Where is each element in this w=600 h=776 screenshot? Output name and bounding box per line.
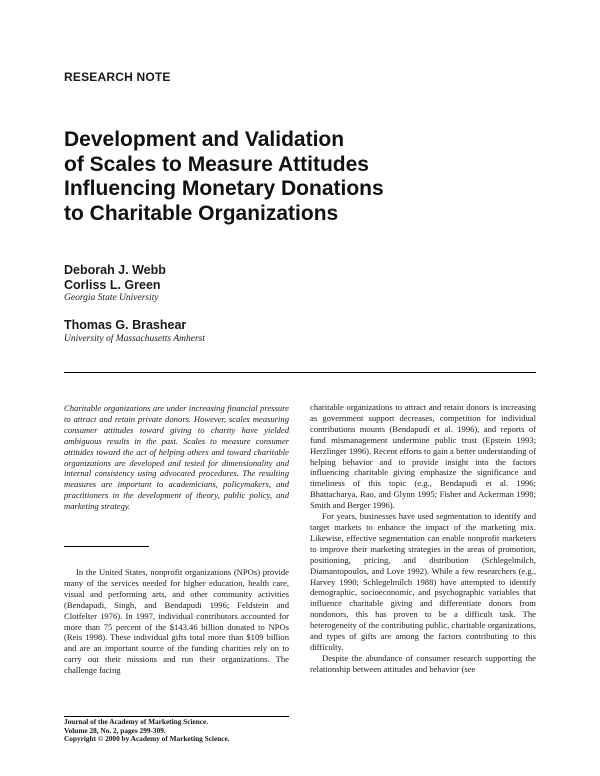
journal-footnote (64, 718, 230, 744)
author-name: Thomas G. Brashear (64, 318, 187, 332)
title-line: to Charitable Organizations (64, 201, 339, 225)
body-left-column (64, 567, 289, 676)
author-name: Corliss L. Green (64, 278, 161, 292)
section-label: RESEARCH NOTE (64, 70, 171, 84)
title-line: Influencing Monetary Donations (64, 177, 384, 200)
footnote-line: Volume 28, No. 2, pages 299-309. (64, 725, 166, 735)
title-line: of Scales to Measure Attitudes (64, 152, 369, 176)
body-paragraph: charitable organizations to attract and retain donors is increasing as government support decreases, competition for individual contributions mounts (Bendapudi et al. 1996), and reports of fund mismanagement undermine public trust (Epstein 1993; Herzlinger 1996). Recent efforts to gain a better understanding of helping behavior and to provide insight into the factors influencing charitable giving emphasize the significance and timeliness of this topic (e.g., Bendapudi et al. 1996; Bhattacharya, Rao, and Glynn 1995; Fisher and Ackerman 1998; Smith and Berger 1996). (310, 402, 536, 511)
author-affiliation: Georgia State University (64, 293, 159, 303)
header-rule (64, 372, 536, 373)
abstract-text: Charitable organizations are under increasing financial pressure to attract and retain private donors. However, scales measuring consumer attitudes toward giving to charity have yielded ambiguous results in the past. Scales to measure consumer attitudes toward the act of helping others and toward charitable organizations are developed and tested for dimensionality and internal consistency using advocated procedures. The resulting measures are important to academicians, policymakers, and practitioners in the development of theory, public policy, and marketing strategy. (64, 403, 289, 512)
body-paragraph: In the United States, nonprofit organizations (NPOs) provide many of the services needed for higher education, health care, visual and performing arts, and other community activities (Bendapudi, Singh, and Bendapudi 1996; Feldstein and Clotfelter 1976). In 1997, individual contributors accounted for more than 75 percent of the $143.46 billion donated to NPOs (Reis 1998). These individual gifts total more than $109 billion and are an important source of the funding charities rely on to carry out their missions and run their organizations. The challenge facing (64, 567, 289, 676)
abstract-rule (64, 546, 149, 547)
author-name: Deborah J. Webb (64, 263, 166, 277)
footnote-line: Copyright © 2000 by Academy of Marketing Science. (64, 734, 230, 744)
abstract (64, 403, 289, 512)
body-right-column (310, 402, 536, 675)
article-title (64, 128, 484, 226)
body-paragraph: Despite the abundance of consumer research supporting the relationship between attitudes and behavior (see (310, 652, 536, 674)
title-line: Development and Validation (64, 128, 345, 151)
author-affiliation: University of Massachusetts Amherst (64, 334, 205, 344)
body-paragraph: For years, businesses have used segmentation to identify and target markets to enhance the impact of the marketing mix. Likewise, effective segmentation can enable nonprofit marketers to improve their marketing strategies in the areas of promotion, positioning, pricing, and distribution (Schlegelmilch, Diamantopoulos, and Love 1992). While a few researchers (e.g., Harvey 1990; Schlegelmilch 1988) have attempted to identify demographic, socioeconomic, and psychographic variables that influence charitable giving and differentiate donors from nondonors, this has proven to be a difficult task. The heterogeneity of the contributing public, charitable organizations, and types of gifts are among the factors contributing to this difficulty. (310, 511, 536, 652)
footnote-line: Journal of the Academy of Marketing Science. (64, 717, 209, 726)
